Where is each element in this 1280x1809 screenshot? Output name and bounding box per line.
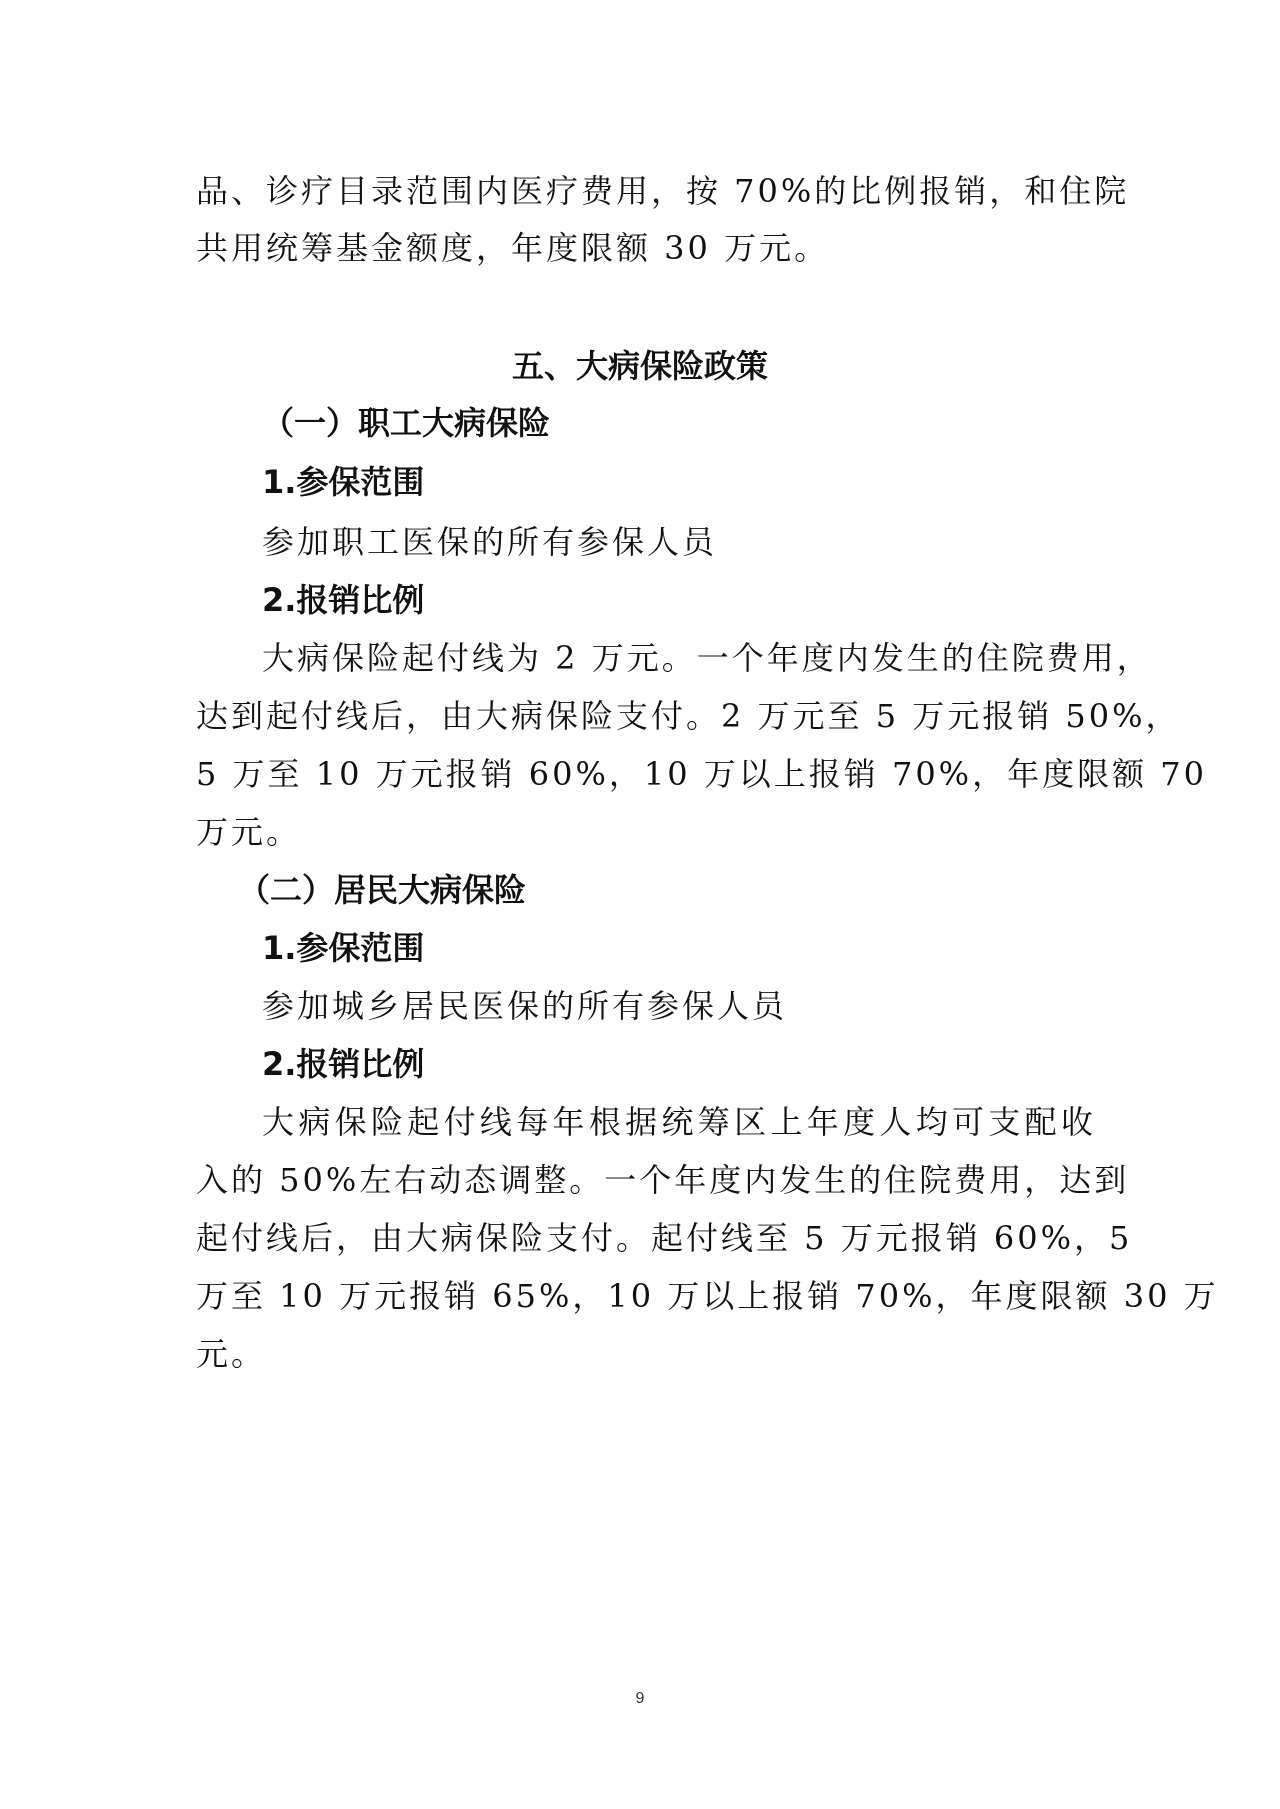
page-number: 9 — [635, 1690, 645, 1707]
employee-ratio-line-1: 大病保险起付线为 2 万元。一个年度内发生的住院费用， — [262, 639, 1152, 677]
resident-ratio-line-2: 入的 50%左右动态调整。一个年度内发生的住院费用，达到 — [196, 1161, 1130, 1199]
intro-line-1: 品、诊疗目录范围内医疗费用，按 70%的比例报销，和住院 — [196, 172, 1130, 210]
resident-scope-heading: 1.参保范围 — [262, 929, 425, 967]
resident-ratio-line-4: 万至 10 万元报销 65%，10 万以上报销 70%，年度限额 30 万 — [196, 1277, 1219, 1315]
resident-ratio-line-5: 元。 — [196, 1335, 267, 1373]
resident-ratio-heading: 2.报销比例 — [262, 1045, 425, 1083]
employee-scope-heading: 1.参保范围 — [262, 463, 425, 501]
resident-ratio-line-1: 大病保险起付线每年根据统筹区上年度人均可支配收 — [262, 1103, 1096, 1141]
employee-ratio-line-3: 5 万至 10 万元报销 60%，10 万以上报销 70%，年度限额 70 — [196, 755, 1207, 793]
resident-ratio-line-3: 起付线后，由大病保险支付。起付线至 5 万元报销 60%，5 — [196, 1219, 1133, 1257]
intro-line-2: 共用统筹基金额度，年度限额 30 万元。 — [196, 229, 830, 267]
employee-scope-text: 参加职工医保的所有参保人员 — [262, 523, 718, 561]
section-title: 五、大病保险政策 — [511, 347, 768, 385]
employee-ratio-line-4: 万元。 — [196, 813, 302, 851]
employee-ratio-line-2: 达到起付线后，由大病保险支付。2 万元至 5 万元报销 50%， — [196, 697, 1181, 735]
employee-section-title: （一）职工大病保险 — [262, 404, 551, 442]
resident-scope-text: 参加城乡居民医保的所有参保人员 — [262, 987, 788, 1025]
resident-section-title: （二）居民大病保险 — [238, 871, 527, 909]
employee-ratio-heading: 2.报销比例 — [262, 581, 425, 619]
